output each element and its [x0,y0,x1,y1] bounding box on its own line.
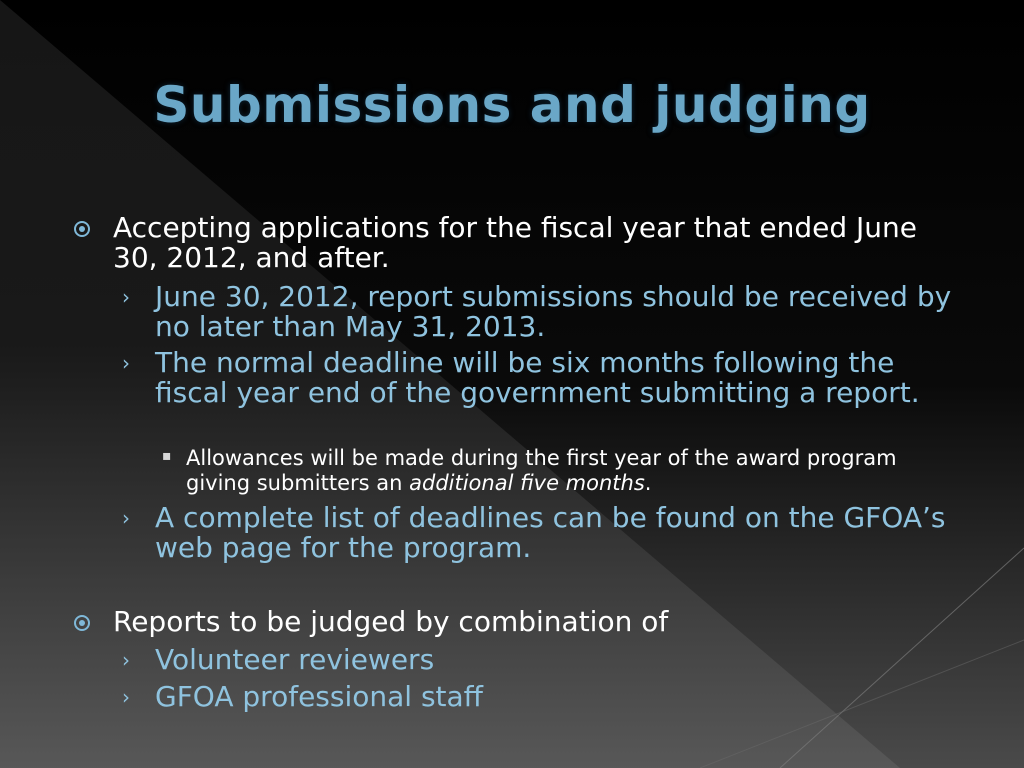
allowances-text: Allowances will be made during the first year of the award program giving submitters an [186,446,897,495]
chevron-right-icon: › [122,648,130,672]
subbullet-report-submissions: June 30, 2012, report submissions should be received by no later than May 31, 2013. [155,280,952,343]
chevron-right-icon: › [122,506,130,530]
subsubbullet-allowances [186,446,946,496]
subbullet-volunteer-reviewers: Volunteer reviewers [155,643,435,676]
circle-target-icon [72,219,92,239]
bullet-accepting-applications: Accepting applications for the fiscal year that ended June 30, 2012, and after. [113,211,918,274]
chevron-right-icon: › [122,285,130,309]
chevron-right-icon: › [122,351,130,375]
chevron-right-icon: › [122,685,130,709]
subbullet-gfoa-staff: GFOA professional staff [155,680,483,713]
subbullet-normal-deadline: The normal deadline will be six months following the fiscal year end of the government submitting a report. [155,346,920,409]
circle-target-icon [72,613,92,633]
slide-title: Submissions and judging [153,76,871,134]
subbullet-complete-list: A complete list of deadlines can be found on the GFOA’s web page for the program. [155,501,946,564]
allowances-emphasis: additional five months [409,471,645,495]
bullet-reports-judged: Reports to be judged by combination of [113,605,669,638]
allowances-end: . [644,471,652,495]
small-dot-icon: ▪ [162,448,172,464]
